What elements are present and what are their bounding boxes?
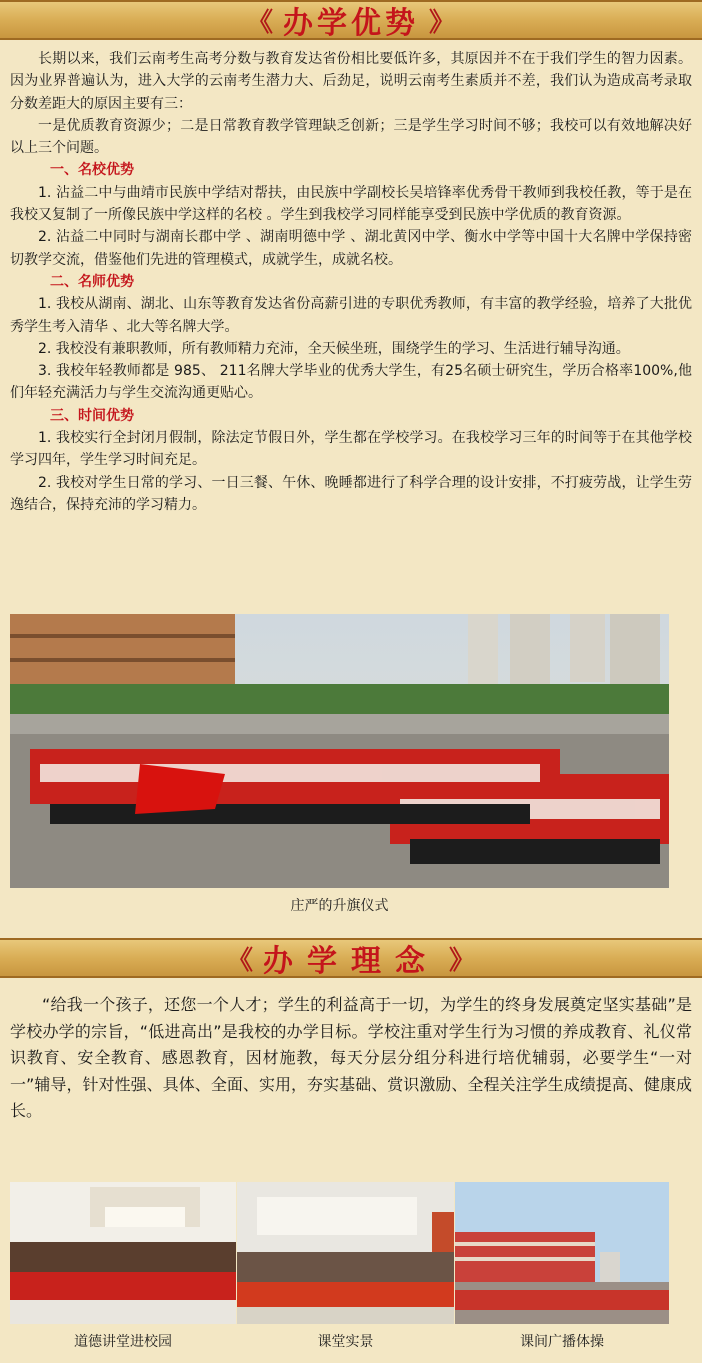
advantages-text bbox=[10, 48, 692, 516]
intro-paragraph: 长期以来，我们云南考生高考分数与教育发达省份相比要低许多，其原因并不在于我们学生的智力因素。因为业界普遍认为，进入大学的云南考生潜力大、后劲足，说明云南考生素质并不差，我们认为造成高考录取分数差距大的原因主要有三： bbox=[10, 51, 692, 112]
section-title: 办学优势 bbox=[283, 6, 419, 41]
exercise-image bbox=[455, 1182, 669, 1324]
flag-ceremony-image bbox=[10, 614, 669, 888]
list-item: 1. 我校从湖南、湖北、山东等教育发达省份高薪引进的专职优秀教师，有丰富的教学经验，培养了大批优秀学生考入清华 、北大等名牌大学。 bbox=[10, 296, 692, 335]
philosophy-text bbox=[10, 992, 692, 1125]
list-item: 2. 我校没有兼职教师，所有教师精力充沛，全天候坐班，围绕学生的学习、生活进行辅导沟通。 bbox=[38, 340, 630, 357]
classroom-photo bbox=[237, 1182, 454, 1324]
section-heading: 二、名师优势 bbox=[50, 273, 134, 290]
section-banner-advantages bbox=[0, 0, 702, 40]
classroom-image bbox=[237, 1182, 454, 1324]
list-item: 1. 沾益二中与曲靖市民族中学结对帮扶，由民族中学副校长吴培锋率优秀骨干教师到我校任教，等于是在我校又复制了一所像民族中学这样的名校 。学生到我校学习同样能享受到民族中学优质的教育资源。 bbox=[10, 184, 692, 224]
exercise-photo bbox=[455, 1182, 669, 1324]
moral-lecture-photo bbox=[10, 1182, 236, 1324]
photo-caption: 道德讲堂进校园 bbox=[74, 1334, 172, 1350]
flag-ceremony-photo bbox=[10, 614, 669, 888]
section-heading: 三、时间优势 bbox=[50, 407, 134, 424]
photo-caption: 课间广播体操 bbox=[520, 1334, 604, 1350]
list-item: 3. 我校年轻教师都是 985、 211名牌大学毕业的优秀大学生，有25名硕士研究生，学历合格率100%,他们年轻充满活力与学生交流沟通更贴心。 bbox=[10, 363, 692, 402]
moral-lecture-image bbox=[10, 1182, 236, 1324]
list-item: 2. 我校对学生日常的学习、一日三餐、午休、晚睡都进行了科学合理的设计安排，不打疲劳战，让学生劳逸结合，保持充沛的学习精力。 bbox=[10, 474, 692, 513]
chevron-left-icon: 《 bbox=[246, 7, 273, 38]
list-item: 2. 沾益二中同时与湖南长郡中学 、湖南明德中学 、湖北黄冈中学、衡水中学等中国十大名牌中学保持密切教学交流，借鉴他们先进的管理模式，成就学生，成就名校。 bbox=[10, 229, 692, 268]
list-item: 1. 我校实行全封闭月假制，除法定节假日外，学生都在学校学习。在我校学习三年的时间等于在其他学校学习四年，学生学习时间充足。 bbox=[10, 430, 692, 469]
chevron-right-icon: 》 bbox=[429, 7, 456, 38]
photo-caption: 课堂实景 bbox=[317, 1334, 374, 1350]
section-heading: 一、名校优势 bbox=[50, 162, 134, 179]
photo-caption: 庄严的升旗仪式 bbox=[290, 898, 389, 914]
section-banner-philosophy bbox=[0, 938, 702, 978]
section-title: 办学理念 bbox=[263, 944, 439, 979]
philosophy-paragraph: “给我一个孩子，还您一个人才；学生的利益高于一切，为学生的终身发展奠定坚实基础”是学校办学的宗旨，“低进高出”是我校的办学目标。学校注重对学生行为习惯的养成教育、礼仪常识教育、安全教育、感恩教育，因材施教，每天分层分组分科进行培优辅弱，必要学生“一对一”辅导，针对性强、具体、全面、实用，夯实基础、赏识激励、全程关注学生成绩提高、健康成长。 bbox=[10, 995, 692, 1120]
intro-paragraph: 一是优质教育资源少；二是日常教育教学管理缺乏创新；三是学生学习时间不够；我校可以有效地解决好以上三个问题。 bbox=[10, 117, 692, 157]
chevron-right-icon: 》 bbox=[449, 945, 476, 976]
chevron-left-icon: 《 bbox=[226, 945, 253, 976]
